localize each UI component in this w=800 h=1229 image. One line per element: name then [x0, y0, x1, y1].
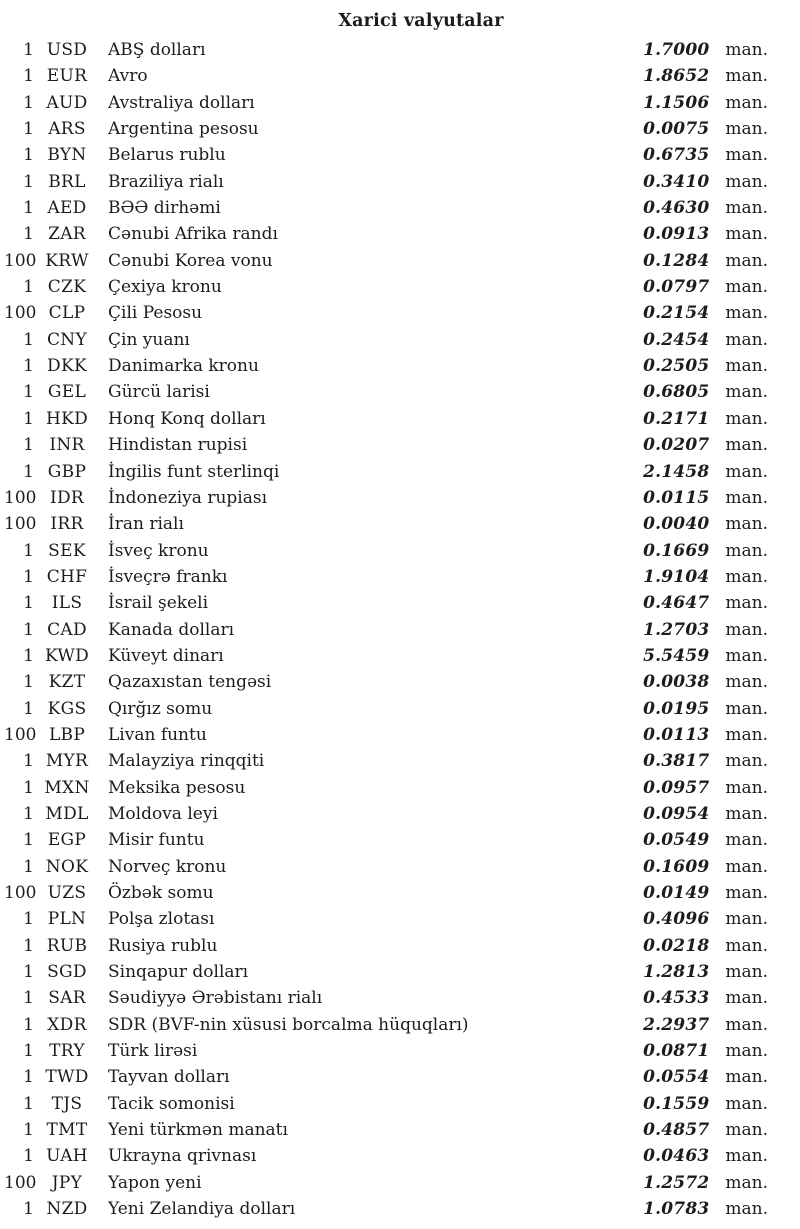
rate-cell: 1.9104: [643, 566, 710, 587]
quantity-cell: 1: [23, 672, 34, 693]
currency-name-cell: Gürcü larisi: [108, 382, 210, 403]
currency-code-cell: NOK: [45, 856, 89, 877]
quantity-cell: 1: [23, 382, 34, 403]
table-row: [0, 116, 800, 142]
rate-cell: 0.0040: [643, 514, 710, 535]
table-row: [0, 300, 800, 326]
currency-name-cell: Kanada dolları: [108, 619, 235, 640]
table-row: [0, 169, 800, 195]
currency-name-cell: Rusiya rublu: [108, 935, 218, 956]
currency-code-cell: CHF: [46, 566, 88, 587]
rate-cell: 0.2454: [643, 329, 710, 350]
unit-cell: man.: [725, 461, 768, 482]
quantity-cell: 1: [23, 645, 34, 666]
rate-cell: 1.2703: [643, 619, 710, 640]
unit-cell: man.: [725, 830, 768, 851]
currency-code-cell: NZD: [46, 1199, 88, 1220]
currency-name-cell: İndoneziya rupiası: [108, 487, 268, 508]
rate-cell: 0.4533: [643, 988, 710, 1009]
unit-cell: man.: [725, 672, 768, 693]
quantity-cell: 1: [23, 92, 34, 113]
currency-name-cell: Danimarka kronu: [108, 356, 259, 377]
rate-cell: 2.1458: [643, 461, 710, 482]
quantity-cell: 1: [23, 408, 34, 429]
table-row: [0, 327, 800, 353]
table-row: [0, 696, 800, 722]
table-row: [0, 854, 800, 880]
rate-cell: 0.0549: [643, 830, 710, 851]
currency-name-cell: Türk lirəsi: [108, 1041, 198, 1062]
quantity-cell: 1: [23, 988, 34, 1009]
quantity-cell: 1: [23, 40, 34, 60]
unit-cell: man.: [725, 487, 768, 508]
currency-name-cell: İngilis funt sterlinqi: [108, 461, 280, 482]
unit-cell: man.: [725, 619, 768, 640]
rate-cell: 0.0195: [643, 698, 710, 719]
unit-cell: man.: [725, 962, 768, 983]
currency-code-cell: TMT: [46, 1120, 88, 1141]
rate-cell: 0.4647: [643, 593, 710, 614]
quantity-cell: 1: [23, 119, 34, 140]
rate-cell: 0.6805: [643, 382, 710, 403]
currency-name-cell: Cənubi Korea vonu: [108, 250, 273, 271]
rate-cell: 5.5459: [643, 645, 710, 666]
quantity-cell: 1: [23, 1146, 34, 1167]
unit-cell: man.: [725, 724, 768, 745]
rate-cell: 0.0954: [643, 803, 710, 824]
table-row: [0, 827, 800, 853]
table-row: [0, 933, 800, 959]
rate-cell: 0.0554: [643, 1067, 710, 1088]
currency-name-cell: Hindistan rupisi: [108, 435, 248, 456]
unit-cell: man.: [725, 408, 768, 429]
currency-name-cell: İsveç kronu: [108, 540, 209, 561]
unit-cell: man.: [725, 92, 768, 113]
rate-cell: 0.0207: [643, 435, 710, 456]
unit-cell: man.: [725, 435, 768, 456]
currency-code-cell: KWD: [44, 645, 90, 666]
unit-cell: man.: [725, 198, 768, 219]
unit-cell: man.: [725, 935, 768, 956]
currency-name-cell: Səudiyyə Ərəbistanı rialı: [108, 988, 323, 1009]
unit-cell: man.: [725, 1172, 768, 1193]
rate-cell: 0.0218: [643, 935, 710, 956]
currency-code-cell: ARS: [48, 119, 86, 140]
rate-cell: 0.4630: [643, 198, 710, 219]
currency-name-cell: Yeni türkmən manatı: [108, 1120, 288, 1141]
currency-rates-table: [0, 36, 800, 1222]
currency-name-cell: Çin yuanı: [108, 329, 190, 350]
quantity-cell: 1: [23, 909, 34, 930]
currency-name-cell: BƏƏ dirhəmi: [108, 198, 221, 219]
currency-code-cell: TWD: [45, 1067, 89, 1088]
rate-cell: 0.2505: [643, 356, 710, 377]
currency-code-cell: MYR: [45, 751, 89, 772]
unit-cell: man.: [725, 1014, 768, 1035]
currency-name-cell: Norveç kronu: [108, 856, 227, 877]
table-row: [0, 1143, 800, 1169]
currency-code-cell: HKD: [45, 408, 89, 429]
table-row: [0, 590, 800, 616]
currency-code-cell: XDR: [47, 1014, 87, 1035]
unit-cell: man.: [725, 1041, 768, 1062]
table-row: [0, 459, 800, 485]
currency-name-cell: Avro: [108, 66, 148, 87]
unit-cell: man.: [725, 224, 768, 245]
table-row: [0, 1064, 800, 1090]
currency-code-cell: UAH: [46, 1146, 88, 1167]
rate-cell: 0.4096: [643, 909, 710, 930]
rate-cell: 0.1609: [643, 856, 710, 877]
currency-code-cell: CZK: [47, 277, 87, 298]
unit-cell: man.: [725, 1199, 768, 1220]
rate-cell: 0.0149: [643, 883, 710, 903]
table-row: [0, 274, 800, 300]
unit-cell: man.: [725, 777, 768, 798]
currency-name-cell: Braziliya rialı: [108, 171, 224, 192]
table-row: [0, 353, 800, 379]
currency-name-cell: Cənubi Afrika randı: [108, 224, 278, 245]
table-row: [0, 1038, 800, 1064]
quantity-cell: 1: [23, 803, 34, 824]
currency-code-cell: JPY: [51, 1172, 83, 1193]
unit-cell: man.: [725, 356, 768, 377]
quantity-cell: 1: [23, 1014, 34, 1035]
currency-code-cell: PLN: [47, 909, 87, 930]
currency-code-cell: CNY: [46, 329, 87, 350]
rate-cell: 0.0075: [643, 119, 710, 140]
currency-name-cell: Yapon yeni: [108, 1172, 202, 1193]
rate-cell: 2.2937: [643, 1014, 710, 1035]
currency-name-cell: Argentina pesosu: [108, 119, 259, 140]
quantity-cell: 1: [23, 224, 34, 245]
unit-cell: man.: [725, 698, 768, 719]
table-row: [0, 538, 800, 564]
table-row: [0, 1196, 800, 1222]
currency-code-cell: BYN: [47, 145, 87, 166]
table-row: [0, 1091, 800, 1117]
currency-name-cell: Malayziya rinqqiti: [108, 751, 265, 772]
quantity-cell: 100: [4, 303, 37, 324]
quantity-cell: 1: [23, 962, 34, 983]
unit-cell: man.: [725, 277, 768, 298]
quantity-cell: 1: [23, 593, 34, 614]
table-row: [0, 195, 800, 221]
currency-name-cell: Tayvan dolları: [108, 1067, 230, 1088]
currency-code-cell: AED: [47, 198, 87, 219]
quantity-cell: 1: [23, 566, 34, 587]
currency-name-cell: ABŞ dolları: [108, 40, 206, 60]
currency-code-cell: ZAR: [48, 224, 86, 245]
unit-cell: man.: [725, 593, 768, 614]
table-row: [0, 142, 800, 168]
quantity-cell: 1: [23, 856, 34, 877]
table-row: [0, 511, 800, 537]
quantity-cell: 1: [23, 619, 34, 640]
currency-code-cell: MXN: [44, 777, 90, 798]
page-title: Xarici valyutalar: [338, 11, 504, 31]
table-row: [0, 90, 800, 116]
table-row: [0, 37, 800, 63]
quantity-cell: 100: [4, 487, 37, 508]
unit-cell: man.: [725, 645, 768, 666]
rate-cell: 0.0113: [643, 724, 710, 745]
table-row: [0, 1012, 800, 1038]
rate-cell: 0.0115: [643, 487, 710, 508]
currency-code-cell: USD: [46, 40, 88, 60]
table-row: [0, 485, 800, 511]
currency-code-cell: SGD: [47, 962, 87, 983]
rate-cell: 0.1284: [643, 250, 710, 271]
unit-cell: man.: [725, 1120, 768, 1141]
quantity-cell: 1: [23, 698, 34, 719]
rate-cell: 0.0038: [643, 672, 710, 693]
table-row: [0, 617, 800, 643]
currency-code-cell: ILS: [51, 593, 83, 614]
currency-code-cell: SAR: [48, 988, 86, 1009]
quantity-cell: 100: [4, 724, 37, 745]
unit-cell: man.: [725, 883, 768, 903]
currency-name-cell: Yeni Zelandiya dolları: [108, 1199, 296, 1220]
unit-cell: man.: [725, 145, 768, 166]
quantity-cell: 1: [23, 1093, 34, 1114]
rate-cell: 1.7000: [643, 40, 710, 60]
currency-name-cell: Polşa zlotası: [108, 909, 215, 930]
unit-cell: man.: [725, 66, 768, 87]
table-row: [0, 564, 800, 590]
table-row: [0, 906, 800, 932]
unit-cell: man.: [725, 514, 768, 535]
table-row: [0, 1170, 800, 1196]
currency-code-cell: EGP: [47, 830, 87, 851]
rate-cell: 1.1506: [643, 92, 710, 113]
quantity-cell: 100: [4, 1172, 37, 1193]
table-row: [0, 669, 800, 695]
currency-code-cell: LBP: [48, 724, 86, 745]
table-row: [0, 985, 800, 1011]
quantity-cell: 1: [23, 171, 34, 192]
rate-cell: 0.6735: [643, 145, 710, 166]
currency-name-cell: Sinqapur dolları: [108, 962, 249, 983]
quantity-cell: 1: [23, 1120, 34, 1141]
unit-cell: man.: [725, 40, 768, 60]
rate-cell: 0.3817: [643, 751, 710, 772]
table-row: [0, 959, 800, 985]
rate-cell: 0.0797: [643, 277, 710, 298]
quantity-cell: 1: [23, 277, 34, 298]
rate-cell: 0.0957: [643, 777, 710, 798]
unit-cell: man.: [725, 382, 768, 403]
currency-name-cell: Çili Pesosu: [108, 303, 203, 324]
table-row: [0, 221, 800, 247]
currency-code-cell: DKK: [47, 356, 87, 377]
table-row: [0, 880, 800, 906]
unit-cell: man.: [725, 329, 768, 350]
quantity-cell: 1: [23, 540, 34, 561]
currency-code-cell: IDR: [49, 487, 85, 508]
currency-code-cell: CAD: [47, 619, 87, 640]
quantity-cell: 1: [23, 1067, 34, 1088]
table-row: [0, 748, 800, 774]
rate-cell: 1.2813: [643, 962, 710, 983]
quantity-cell: 1: [23, 935, 34, 956]
currency-name-cell: İsrail şekeli: [108, 593, 208, 614]
rate-cell: 0.2171: [643, 408, 710, 429]
currency-code-cell: EUR: [46, 66, 88, 87]
rate-cell: 1.2572: [643, 1172, 710, 1193]
currency-code-cell: RUB: [46, 935, 88, 956]
table-row: [0, 248, 800, 274]
unit-cell: man.: [725, 988, 768, 1009]
table-row: [0, 775, 800, 801]
unit-cell: man.: [725, 171, 768, 192]
quantity-cell: 1: [23, 356, 34, 377]
rate-cell: 1.8652: [643, 66, 710, 87]
currency-name-cell: Avstraliya dolları: [108, 92, 255, 113]
unit-cell: man.: [725, 119, 768, 140]
currency-code-cell: MDL: [45, 803, 89, 824]
quantity-cell: 1: [23, 329, 34, 350]
unit-cell: man.: [725, 1067, 768, 1088]
currency-name-cell: Ukrayna qrivnası: [108, 1146, 257, 1167]
rate-cell: 0.2154: [643, 303, 710, 324]
unit-cell: man.: [725, 540, 768, 561]
unit-cell: man.: [725, 751, 768, 772]
currency-code-cell: KRW: [45, 250, 89, 271]
table-row: [0, 406, 800, 432]
quantity-cell: 1: [23, 198, 34, 219]
currency-name-cell: Livan funtu: [108, 724, 207, 745]
unit-cell: man.: [725, 250, 768, 271]
quantity-cell: 1: [23, 830, 34, 851]
unit-cell: man.: [725, 909, 768, 930]
rate-cell: 0.0913: [643, 224, 710, 245]
currency-code-cell: GEL: [47, 382, 87, 403]
currency-code-cell: SEK: [48, 540, 86, 561]
table-row: [0, 379, 800, 405]
currency-name-cell: Honq Konq dolları: [108, 408, 266, 429]
quantity-cell: 1: [23, 461, 34, 482]
table-row: [0, 1117, 800, 1143]
currency-name-cell: Qazaxıstan tengəsi: [108, 672, 272, 693]
table-row: [0, 63, 800, 89]
unit-cell: man.: [725, 303, 768, 324]
currency-name-cell: İran rialı: [108, 514, 184, 535]
currency-name-cell: İsveçrə frankı: [108, 566, 228, 587]
quantity-cell: 1: [23, 751, 34, 772]
rate-cell: 0.4857: [643, 1120, 710, 1141]
quantity-cell: 100: [4, 250, 37, 271]
table-row: [0, 722, 800, 748]
rate-cell: 0.0871: [643, 1041, 710, 1062]
currency-code-cell: KGS: [47, 698, 87, 719]
currency-name-cell: Meksika pesosu: [108, 777, 246, 798]
unit-cell: man.: [725, 1146, 768, 1167]
table-row: [0, 801, 800, 827]
currency-name-cell: Misir funtu: [108, 830, 205, 851]
table-row: [0, 643, 800, 669]
currency-name-cell: Küveyt dinarı: [108, 645, 224, 666]
currency-code-cell: TJS: [51, 1093, 83, 1114]
unit-cell: man.: [725, 803, 768, 824]
quantity-cell: 1: [23, 435, 34, 456]
rate-cell: 0.1559: [643, 1093, 710, 1114]
currency-name-cell: SDR (BVF-nin xüsusi borcalma hüquqları): [108, 1014, 469, 1035]
currency-name-cell: Belarus rublu: [108, 145, 226, 166]
quantity-cell: 100: [4, 514, 37, 535]
quantity-cell: 1: [23, 1199, 34, 1220]
rate-cell: 0.0463: [643, 1146, 710, 1167]
currency-code-cell: INR: [49, 435, 85, 456]
currency-code-cell: IRR: [50, 514, 84, 535]
currency-code-cell: CLP: [48, 303, 86, 324]
currency-name-cell: Tacik somonisi: [108, 1093, 235, 1114]
table-row: [0, 432, 800, 458]
currency-name-cell: Özbək somu: [108, 883, 214, 903]
quantity-cell: 100: [4, 883, 37, 903]
currency-name-cell: Moldova leyi: [108, 803, 218, 824]
quantity-cell: 1: [23, 145, 34, 166]
currency-code-cell: TRY: [49, 1041, 85, 1062]
rate-cell: 1.0783: [643, 1199, 710, 1220]
currency-code-cell: AUD: [46, 92, 88, 113]
currency-code-cell: UZS: [47, 883, 87, 903]
currency-name-cell: Qırğız somu: [108, 698, 213, 719]
currency-code-cell: BRL: [48, 171, 86, 192]
rate-cell: 0.3410: [643, 171, 710, 192]
unit-cell: man.: [725, 856, 768, 877]
rate-cell: 0.1669: [643, 540, 710, 561]
currency-code-cell: KZT: [48, 672, 86, 693]
currency-code-cell: GBP: [47, 461, 87, 482]
quantity-cell: 1: [23, 1041, 34, 1062]
unit-cell: man.: [725, 566, 768, 587]
quantity-cell: 1: [23, 66, 34, 87]
currency-name-cell: Çexiya kronu: [108, 277, 222, 298]
unit-cell: man.: [725, 1093, 768, 1114]
quantity-cell: 1: [23, 777, 34, 798]
